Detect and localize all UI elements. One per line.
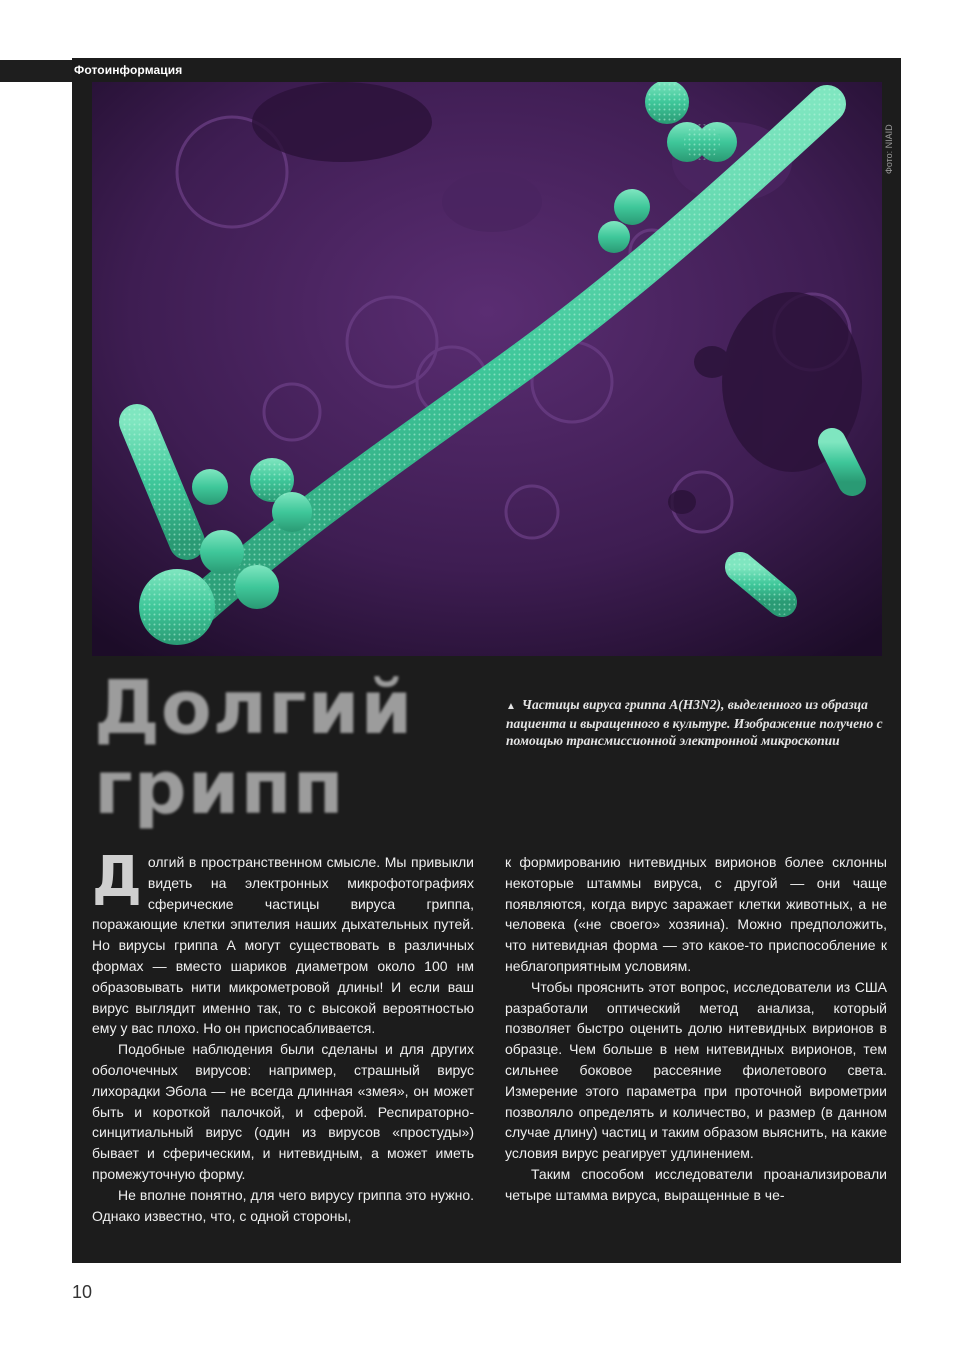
section-label: Фотоинформация	[74, 63, 183, 77]
title-line-2: грипп	[94, 745, 345, 831]
caption-text: Частицы вируса гриппа А(H3N2), выделенного из образца пациента и выращенного в культуре. Изображение получено с помощью трансмиссионной электронной микроскопии	[506, 697, 883, 748]
article-column-left	[92, 845, 474, 1226]
dropcap: Д	[92, 845, 142, 910]
paragraph: к формированию нитевидных вирионов более склонны некоторые штаммы вируса, с другой — они чаще появляются, когда вирус заражает клетки животных, а не человека («не своего» хозяина). Можно предположить, что нитевидная форма — это какое-то приспособление к неблагоприятным условиям.	[505, 854, 887, 974]
caption-triangle-icon: ▲	[506, 701, 516, 712]
virus-micrograph	[92, 82, 882, 656]
title-line-1: Долгий	[94, 665, 414, 751]
paragraph: Чтобы прояснить этот вопрос, исследователи из США разработали оптический метод анализа, который позволяет быстро оценить долю нитевидных вирионов в образце. Чем больше в нем нитевидных вирионов, тем сильнее боковое рассеяние фиолетового света. Измерение этого параметра при проточной вирометрии позволяло определять и количество, и размер (в данном случае длину) частиц и таким образом выяснить, на какие условия вирус реагирует удлинением.	[505, 978, 887, 1162]
photo-caption	[506, 696, 886, 749]
photo-credit: Фото: NIAID	[884, 124, 894, 174]
page-number: 10	[72, 1282, 93, 1302]
article-column-right	[505, 852, 887, 1206]
paragraph: Не вполне понятно, для чего вирусу гриппа это нужно. Однако известно, что, с одной стороны,	[92, 1186, 474, 1224]
paragraph: Таким способом исследователи проанализировали четыре штамма вируса, выращенные в че-	[505, 1165, 887, 1203]
article-title	[94, 665, 514, 831]
paragraph: Долгий в пространственном смысле. Мы привыкли видеть на электронных микрофотографиях сферические частицы вируса гриппа, поражающие клетки эпителия наших дыхательных путей. Но вирусы гриппа А могут существовать в различных формах — вместо шариков диаметром около 100 нм образовывать нити микрометровой длины! И если ваш вирус выглядит именно так, то с высокой вероятностью ему у вас плохо. Но он приспосабливается.	[92, 845, 474, 1037]
paragraph: Подобные наблюдения были сделаны и для других оболочечных вирусов: например, страшный вирус лихорадки Эбола — не всегда длинная «змея», он может быть и короткой палочкой, и сферой. Респираторно-синцитиальный вирус (один из вирусов «простуды») бывает и сферическим, и нитевидным, а может иметь промежуточную форму.	[92, 1041, 474, 1182]
